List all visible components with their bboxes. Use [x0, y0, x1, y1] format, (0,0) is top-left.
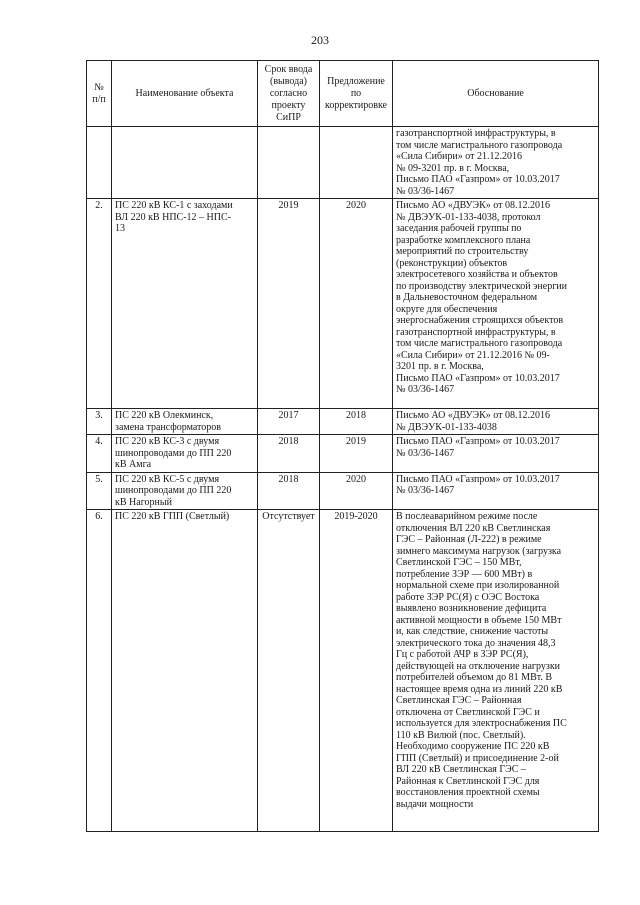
row-proposal: 2020	[320, 199, 393, 409]
row-num: 5.	[87, 472, 112, 510]
table-row	[87, 409, 599, 435]
table-row	[87, 435, 599, 473]
row-num	[87, 127, 112, 199]
header-reason: Обоснование	[393, 61, 599, 127]
row-term: 2017	[258, 409, 320, 435]
table-header-row	[87, 61, 599, 127]
row-term: 2018	[258, 435, 320, 473]
page-number: 203	[311, 33, 329, 47]
header-num: № п/п	[87, 61, 112, 127]
row-proposal: 2019	[320, 435, 393, 473]
row-object: ПС 220 кВ КС-5 с двумя шинопроводами до ПП 220 кВ Нагорный	[112, 472, 258, 510]
row-object: ПС 220 кВ Олекминск, замена трансформаторов	[112, 409, 258, 435]
row-object: ПС 220 кВ КС-1 с заходами ВЛ 220 кВ НПС-12 – НПС- 13	[112, 199, 258, 409]
row-object: ПС 220 кВ ГПП (Светлый)	[112, 510, 258, 832]
header-object: Наименование объекта	[112, 61, 258, 127]
row-reason: газотранспортной инфраструктуры, в том числе магистрального газопровода «Сила Сибири» от 21.12.2016 № 09-3201 пр. в г. Москва, Письмо ПАО «Газпром» от 10.03.2017 № 03/36-1467	[393, 127, 599, 199]
row-term: 2018	[258, 472, 320, 510]
row-proposal: 2019-2020	[320, 510, 393, 832]
row-reason: Письмо АО «ДВУЭК» от 08.12.2016 № ДВЭУК-01-133-4038	[393, 409, 599, 435]
row-num: 4.	[87, 435, 112, 473]
row-num: 6.	[87, 510, 112, 832]
row-proposal	[320, 127, 393, 199]
row-term: Отсутствует	[258, 510, 320, 832]
row-reason: Письмо АО «ДВУЭК» от 08.12.2016 № ДВЭУК-01-133-4038, протокол заседания рабочей группы по разработке комплексного плана мероприятий по строительству (реконструкции) объектов электросетевого хозяйства и объектов по производству электрической энергии в Дальневосточном федеральном округе для обеспечения энергоснабжения строящихся объектов газотранспортной инфраструктуры, в том числе магистрального газопровода «Сила Сибири» от 21.12.2016 № 09- 3201 пр. в г. Москва, Письмо ПАО «Газпром» от 10.03.2017 № 03/36-1467	[393, 199, 599, 409]
table-row	[87, 510, 599, 832]
row-num: 3.	[87, 409, 112, 435]
row-term: 2019	[258, 199, 320, 409]
header-proposal: Предложение по корректировке	[320, 61, 393, 127]
header-term: Срок ввода (вывода) согласно проекту СиПР	[258, 61, 320, 127]
table-row	[87, 199, 599, 409]
table-row	[87, 127, 599, 199]
row-proposal: 2018	[320, 409, 393, 435]
adjustment-table	[86, 60, 599, 832]
row-reason: В послеаварийном режиме после отключения ВЛ 220 кВ Светлинская ГЭС – Районная (Л-222) в режиме зимнего максимума нагрузок (загрузка Светлинской ГЭС – 150 МВт, потребление ЗЭР — 600 МВт) в нормальной схеме при изолированной работе ЗЭР РС(Я) с ОЭС Востока выявлено возникновение дефицита активной мощности в объеме 150 МВт и, как следствие, снижение частоты электрического тока до значения 48,3 Гц с работой АЧР в ЗЭР РС(Я), действующей на отключение нагрузки потребителей объемом до 81 МВт. В настоящее время одна из линий 220 кВ Светлинская ГЭС – Районная отключена от Светлинской ГЭС и используется для электроснабжения ПС 110 кВ Вилюй (пос. Светлый). Необходимо сооружение ПС 220 кВ ГПП (Светлый) и присоединение 2-ой ВЛ 220 кВ Светлинская ГЭС – Районная к Светлинской ГЭС для восстановления проектной схемы выдачи мощности	[393, 510, 599, 832]
row-reason: Письмо ПАО «Газпром» от 10.03.2017 № 03/36-1467	[393, 435, 599, 473]
row-num: 2.	[87, 199, 112, 409]
row-proposal: 2020	[320, 472, 393, 510]
row-object: ПС 220 кВ КС-3 с двумя шинопроводами до ПП 220 кВ Амга	[112, 435, 258, 473]
row-object	[112, 127, 258, 199]
table-row	[87, 472, 599, 510]
row-term	[258, 127, 320, 199]
row-reason: Письмо ПАО «Газпром» от 10.03.2017 № 03/36-1467	[393, 472, 599, 510]
